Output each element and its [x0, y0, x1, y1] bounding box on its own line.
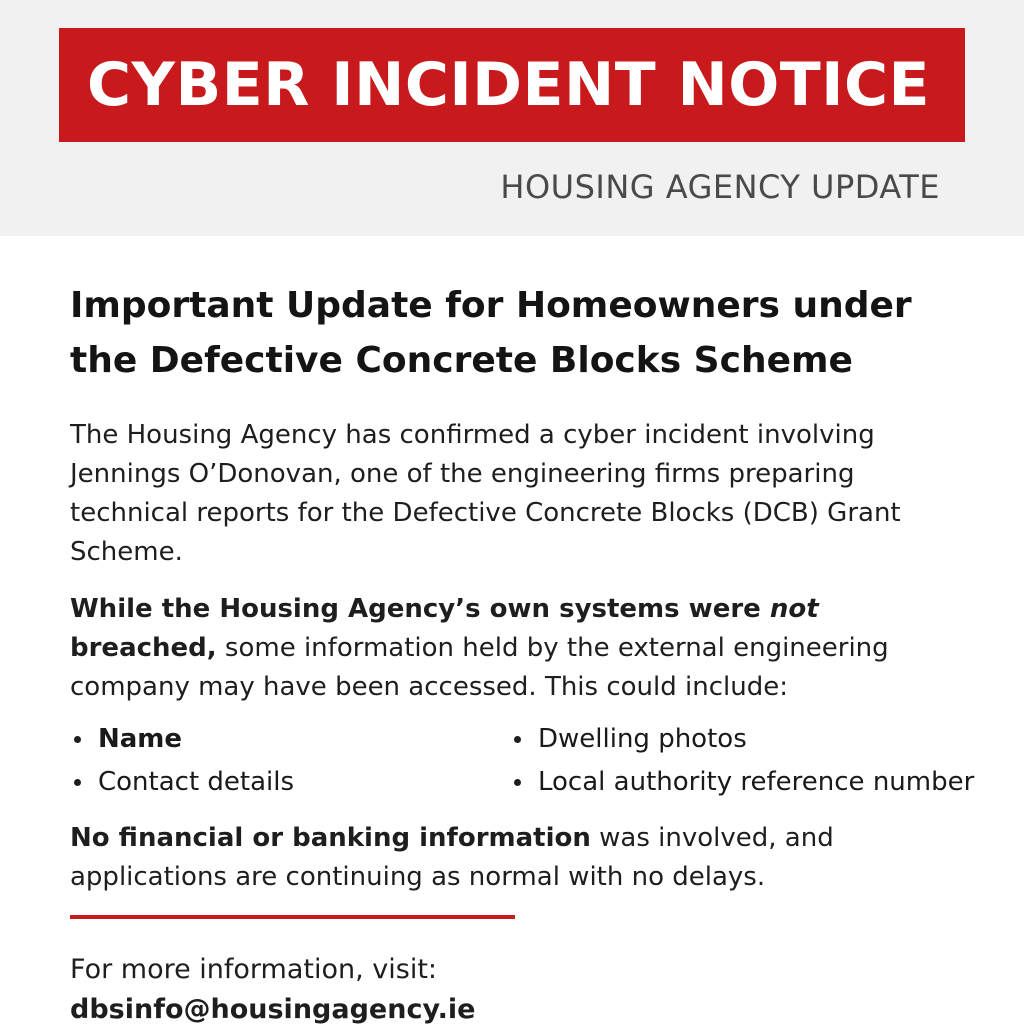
- title-banner: [59, 28, 965, 142]
- contact-email-link[interactable]: dbsinfo@housingagency.ie: [70, 994, 476, 1025]
- divider: [70, 915, 515, 919]
- systems-not-emphasis: not: [769, 594, 819, 624]
- systems-paragraph: [70, 590, 960, 707]
- list-item-label: Name: [98, 724, 183, 754]
- list-item: [70, 762, 510, 803]
- list-item-label: Contact details: [98, 767, 295, 797]
- bullet-icon: [74, 736, 81, 743]
- notice-title: CYBER INCIDENT NOTICE: [87, 50, 930, 120]
- affected-data-list: [70, 719, 1000, 803]
- financial-paragraph: [70, 819, 970, 897]
- list-item-label: Dwelling photos: [538, 724, 747, 754]
- systems-statement-part2: breached,: [70, 633, 217, 663]
- financial-statement-bold: No financial or banking information: [70, 823, 591, 853]
- bullet-icon: [514, 736, 521, 743]
- notice-heading: Important Update for Homeowners under the Defective Concrete Blocks Scheme: [70, 285, 912, 381]
- notice-body: [70, 278, 1000, 897]
- contact-footer: [70, 950, 475, 1030]
- notice-subtitle: HOUSING AGENCY UPDATE: [500, 168, 940, 206]
- list-item: [510, 719, 980, 760]
- systems-statement-part1: While the Housing Agency’s own systems were: [70, 594, 770, 624]
- financial-statement-rest: was involved, and applications are continuing as normal with no delays.: [70, 823, 834, 892]
- more-info-label: For more information, visit:: [70, 954, 438, 985]
- list-item-label: Local authority reference number: [538, 767, 975, 797]
- intro-paragraph: The Housing Agency has confirmed a cyber incident involving Jennings O’Donovan, one of the engineering firms preparing technical reports for the Defective Concrete Blocks (DCB) Grant Scheme.: [70, 420, 901, 567]
- bullet-icon: [74, 779, 81, 786]
- bullet-icon: [514, 779, 521, 786]
- list-item: [510, 762, 980, 803]
- list-item: [70, 719, 510, 760]
- systems-statement-rest: some information held by the external engineering company may have been accessed. This could include:: [70, 633, 889, 702]
